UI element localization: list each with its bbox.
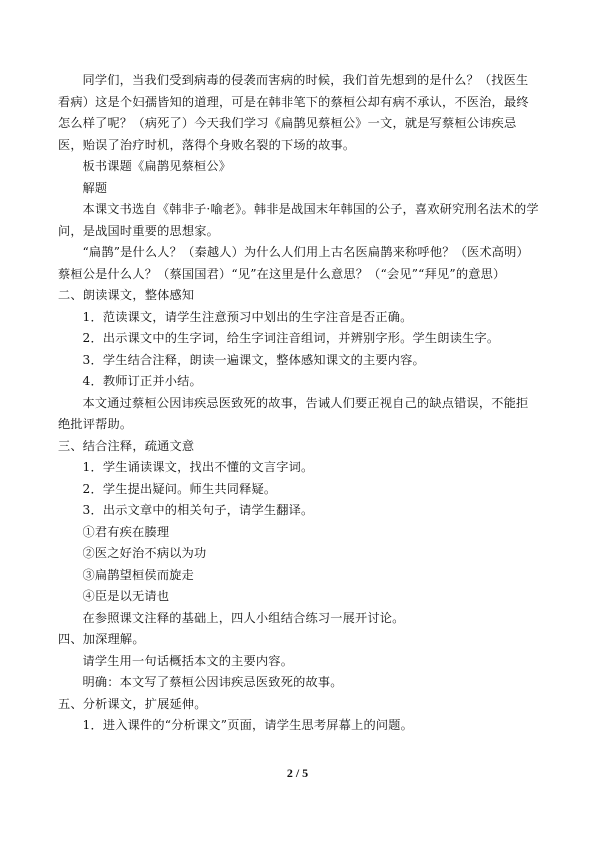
section-heading-2: 二、朗读课文，整体感知 — [58, 288, 195, 302]
sentence-item: ④臣是以无请也 — [82, 589, 170, 603]
list-item: 2．出示课文中的生字词，给生字词注音组词，并辨别字形。学生朗读生字。 — [82, 331, 500, 345]
list-item: 1．进入课件的“分析课文”页面，请学生思考屏幕上的问题。 — [82, 718, 414, 732]
sentence-item: ②医之好治不病以为功 — [82, 546, 207, 560]
section-label-jieti: 解题 — [82, 180, 108, 195]
sentence-item: ①君有疾在腠理 — [82, 524, 170, 539]
list-item: 2．学生提出疑问。师生共同释疑。 — [82, 481, 277, 496]
sentence-item: ③扁鹊望桓侯而旋走 — [82, 567, 194, 582]
page-number: 2 / 5 — [286, 766, 309, 780]
section-heading-5: 五、分析课文，扩展延伸。 — [58, 696, 207, 711]
section-heading-4: 四、加深理解。 — [58, 632, 145, 646]
section-heading-3: 三、结合注释，疏通文意 — [58, 438, 195, 453]
document-body — [58, 70, 540, 737]
summary-paragraph: 本文通过蔡桓公因讳疾忌医致死的故事，告诫人们要正视自己的缺点错误，不能拒绝批评帮助。 — [58, 395, 529, 431]
discussion-line: 在参照课文注释的基础上，四人小组结合练习一展开讨论。 — [82, 610, 405, 625]
intro-paragraph: 同学们，当我们受到病毒的侵袭而害病的时候，我们首先想到的是什么？（找医生看病）这是个妇孺皆知的道理，可是在韩非笔下的蔡桓公却有病不承认，不医治，最终怎么样了呢？（病死了）今天我们学习《扁鹊见蔡桓公》一文，就是写蔡桓公讳疾忌医，贻误了治疗时机，落得个身败名裂的下场的故事。 — [58, 73, 529, 152]
board-title-line: 板书课题《扁鹊见蔡桓公》 — [82, 159, 232, 173]
list-item: 3．出示文章中的相关句子，请学生翻译。 — [82, 503, 314, 517]
list-item: 1．学生诵读课文，找出不懂的文言字词。 — [82, 460, 314, 474]
list-item: 1．范读课文，请学生注意预习中划出的生字注音是否正确。 — [82, 309, 413, 324]
question-paragraph: “扁鹊”是什么人？（秦越人）为什么人们用上古名医扁鹊来称呼他？（医术高明）蔡桓公是什么人？（蔡国国君）“见”在这里是什么意思？（“会见”“拜见”的意思） — [58, 245, 529, 281]
task-line: 请学生用一句话概括本文的主要内容。 — [82, 653, 294, 668]
list-item: 3．学生结合注释，朗读一遍课文，整体感知课文的主要内容。 — [82, 352, 425, 367]
source-paragraph: 本课文书选自《韩非子·喻老》。韩非是战国末年韩国的公子，喜欢研究刑名法术的学问，是战国时重要的思想家。 — [58, 202, 539, 238]
list-item: 4．教师订正并小结。 — [82, 374, 202, 388]
answer-line: 明确：本文写了蔡桓公因讳疾忌医致死的故事。 — [82, 675, 343, 689]
